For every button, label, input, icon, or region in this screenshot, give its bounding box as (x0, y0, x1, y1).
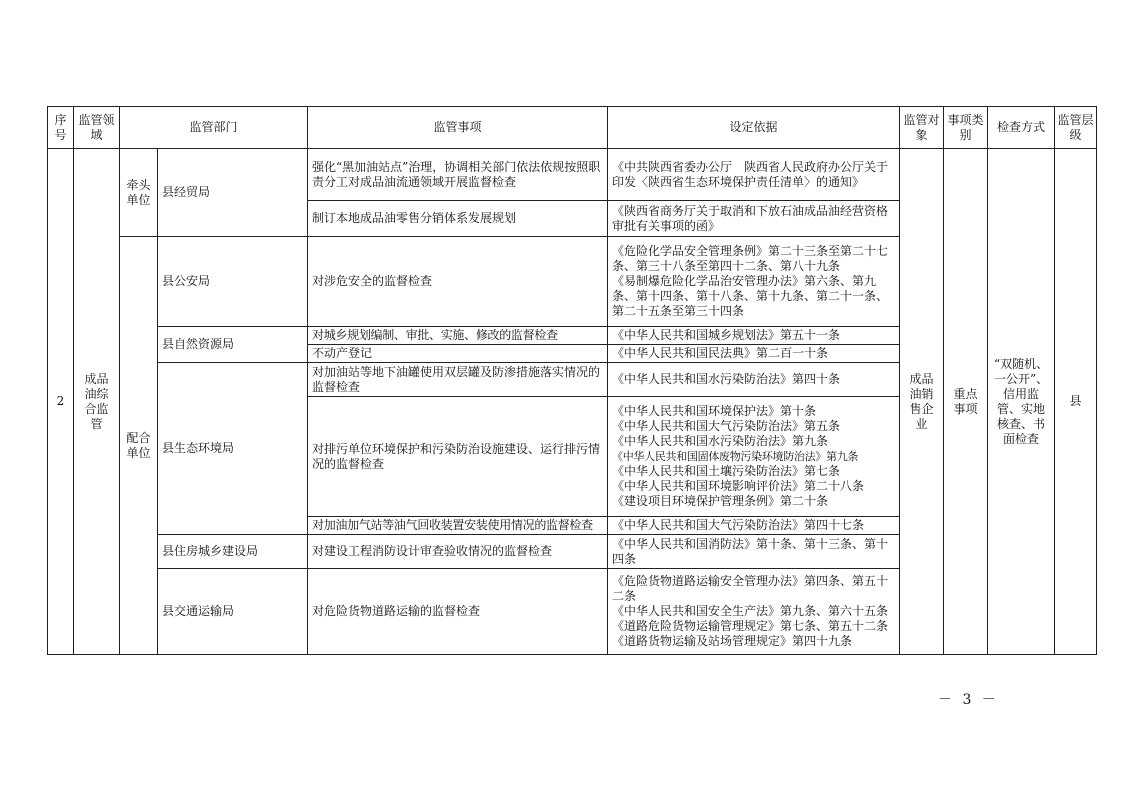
table-row (48, 149, 1097, 201)
header-seq: 序号 (48, 107, 74, 149)
supervision-table (47, 106, 1097, 655)
header-method: 检查方式 (988, 107, 1055, 149)
group-coop: 配合单位 (120, 237, 158, 655)
page-number: － 3 － (938, 692, 999, 708)
matter-cell: 对城乡规划编制、审批、实施、修改的监督检查 (308, 327, 608, 345)
header-matter: 监管事项 (308, 107, 608, 149)
dept-cell: 县生态环境局 (158, 363, 308, 535)
header-dept: 监管部门 (120, 107, 308, 149)
matter-cell: 对危险货物道路运输的监督检查 (308, 569, 608, 655)
basis-cell (608, 535, 900, 569)
basis-line: 《陕西省商务厅关于取消和下放石油成品油经营资格审批有关事项的函》 (612, 203, 889, 233)
basis-line: 《危险货物道路运输安全管理办法》第四条、第五十二条 (612, 574, 889, 603)
group-lead: 牵头单位 (120, 149, 158, 237)
seq-cell: 2 (48, 149, 74, 655)
basis-line: 《中华人民共和国水污染防治法》第四十条 (612, 372, 841, 386)
basis-cell (608, 397, 900, 517)
basis-line: 《中华人民共和国民法典》第二百一十条 (612, 346, 829, 360)
matter-cell: 制订本地成品油零售分销体系发展规划 (308, 201, 608, 237)
basis-line: 《易制爆危险化学品治安管理办法》第六条、第九条、第十四条、第十八条、第十九条、第二十一条、第二十五条至第三十四条 (612, 274, 889, 318)
basis-line: 《中华人民共和国大气污染防治法》第五条 (612, 419, 841, 433)
matter-cell: 对加油加气站等油气回收装置安装使用情况的监督检查 (308, 517, 608, 535)
header-object: 监管对象 (900, 107, 944, 149)
matter-cell: 强化“黑加油站点”治理，协调相关部门依法依规按照职责分工对成品油流通领域开展监督检查 (308, 149, 608, 201)
basis-cell (608, 363, 900, 397)
basis-line: 《中华人民共和国消防法》第十条、第十三条、第十四条 (612, 536, 889, 566)
basis-line: 《道路货物运输及站场管理规定》第四十九条 (612, 634, 853, 648)
basis-cell (608, 327, 900, 345)
basis-line: 《道路危险货物运输管理规定》第七条、第五十二条 (612, 619, 889, 633)
basis-line: 《中华人民共和国城乡规划法》第五十一条 (612, 328, 841, 342)
basis-line: 《中华人民共和国大气污染防治法》第四十七条 (612, 518, 865, 532)
matter-cell: 对建设工程消防设计审查验收情况的监督检查 (308, 535, 608, 569)
matter-cell: 对涉危安全的监督检查 (308, 237, 608, 327)
header-row (48, 107, 1097, 149)
field-cell: 成品油综合监管 (74, 149, 120, 655)
dept-cell: 县经贸局 (158, 149, 308, 237)
basis-line: 《中华人民共和国环境保护法》第十条 (612, 404, 817, 418)
basis-line: 《建设项目环境保护管理条例》第二十条 (612, 494, 829, 508)
basis-line: 《危险化学品安全管理条例》第二十三条至第二十七条、第三十八条至第四十二条、第八十九条 (612, 244, 889, 273)
basis-line: 《中华人民共和国安全生产法》第九条、第六十五条 (612, 604, 889, 618)
header-field: 监管领域 (74, 107, 120, 149)
basis-line: 《中华人民共和国环境影响评价法》第二十八条 (612, 479, 865, 493)
matter-cell: 不动产登记 (308, 345, 608, 363)
dept-cell: 县公安局 (158, 237, 308, 327)
dept-cell: 县住房城乡建设局 (158, 535, 308, 569)
basis-line: 《中华人民共和国土壤污染防治法》第七条 (612, 464, 841, 478)
method-cell: “双随机、一公开”、信用监管、实地核查、书面检查 (988, 149, 1055, 655)
basis-cell (608, 237, 900, 327)
matter-cell: 对排污单位环境保护和污染防治设施建设、运行排污情况的监督检查 (308, 397, 608, 517)
header-level: 监管层级 (1055, 107, 1097, 149)
dept-cell: 县自然资源局 (158, 327, 308, 363)
header-type: 事项类别 (944, 107, 988, 149)
basis-line: 《中华人民共和国水污染防治法》第九条 (612, 434, 829, 448)
basis-line: 《中华人民共和国固体废物污染环境防治法》第九条 (612, 450, 859, 463)
basis-cell (608, 149, 900, 201)
basis-cell (608, 517, 900, 535)
basis-cell (608, 569, 900, 655)
dept-cell: 县交通运输局 (158, 569, 308, 655)
basis-line: 《中共陕西省委办公厅 陕西省人民政府办公厅关于印发〈陕西省生态环境保护责任清单〉的通知》 (612, 159, 889, 189)
basis-cell (608, 201, 900, 237)
type-cell: 重点事项 (944, 149, 988, 655)
matter-cell: 对加油站等地下油罐使用双层罐及防渗措施落实情况的监督检查 (308, 363, 608, 397)
object-cell: 成品油销售企业 (900, 149, 944, 655)
level-cell: 县 (1055, 149, 1097, 655)
basis-cell (608, 345, 900, 363)
header-basis: 设定依据 (608, 107, 900, 149)
